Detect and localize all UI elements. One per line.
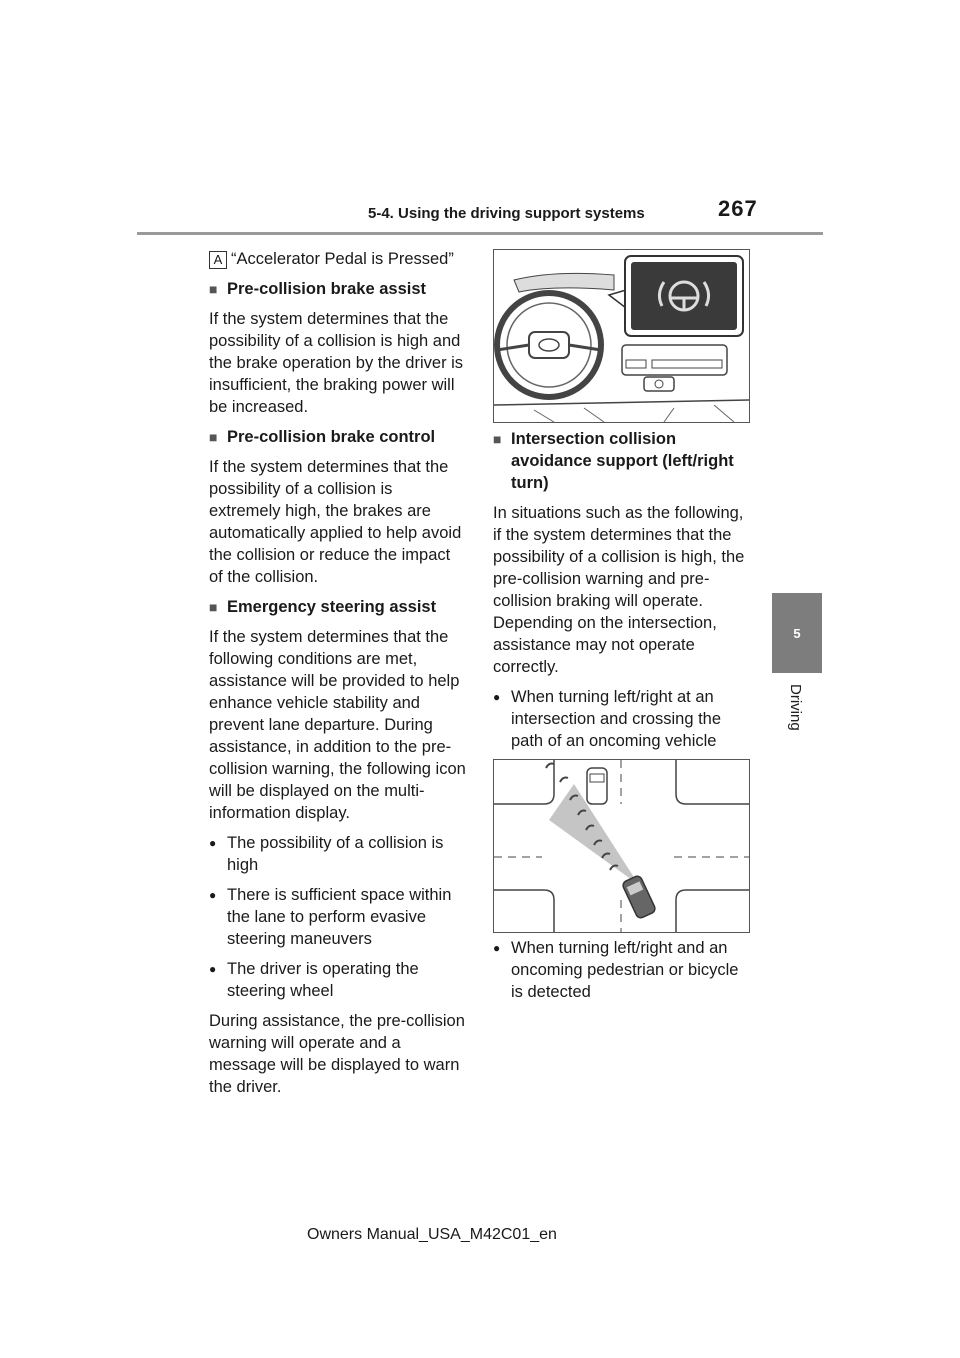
paragraph-assist-warning: During assistance, the pre-collision warning will operate and a message will be displayed to warn the driver. [209,1012,465,1096]
page-number: 267 [718,196,758,221]
left-column [209,248,467,1106]
section-title: 5-4. Using the driving support systems [368,205,645,222]
paragraph-steering-assist: If the system determines that the following conditions are met, assistance will be provided to help enhance vehicle stability and prevent lane departure. During assistance, in addition to the pre-collision warning, the following icon will be displayed on the multi-information display. [209,628,466,822]
bullet-pedestrian-bicycle: ● When turning left/right and an oncoming pedestrian or bicycle is detected [493,937,751,1003]
heading-steering-assist: ■ Emergency steering assist [209,596,467,618]
heading-brake-control: ■ Pre-collision brake control [209,426,467,448]
chapter-tab: 5 [772,593,822,673]
right-column-bottom [493,937,751,1011]
paragraph-brake-assist: If the system determines that the possibility of a collision is high and the brake operation by the driver is insufficient, the braking power will be increased. [209,310,464,416]
label-a-box: A [209,251,227,269]
manual-id: Owners Manual_USA_M42C01_en [307,1226,557,1243]
label-a-text: “Accelerator Pedal is Pressed” [231,250,454,268]
heading-brake-assist: ■ Pre-collision brake assist [209,278,467,300]
bullet-space-sufficient: ● There is sufficient space within the lane to perform evasive steering maneuvers [209,884,467,950]
paragraph-intersection-support: In situations such as the following, if the system determines that the possibility of a collision is high, the pre-collision warning and pre-collision braking will operate. Depending on the intersection, assistance may not operate correctly. [493,504,745,676]
label-a-item [209,248,467,270]
bullet-collision-high: ● The possibility of a collision is high [209,832,467,876]
bullet-driver-steering: ● The driver is operating the steering wheel [209,958,467,1002]
chapter-side-label: Driving [787,684,804,731]
intersection-illustration [493,759,750,933]
bullet-oncoming-vehicle: ● When turning left/right at an intersection and crossing the path of an oncoming vehicle [493,686,751,752]
paragraph-brake-control: If the system determines that the possibility of a collision is extremely high, the brakes are automatically applied to help avoid the collision or reduce the impact of the collision. [209,458,462,586]
heading-intersection-support: ■ Intersection collision avoidance support (left/right turn) [493,428,751,494]
dashboard-illustration [493,249,750,423]
right-column [493,428,751,760]
header-rule [137,232,823,235]
